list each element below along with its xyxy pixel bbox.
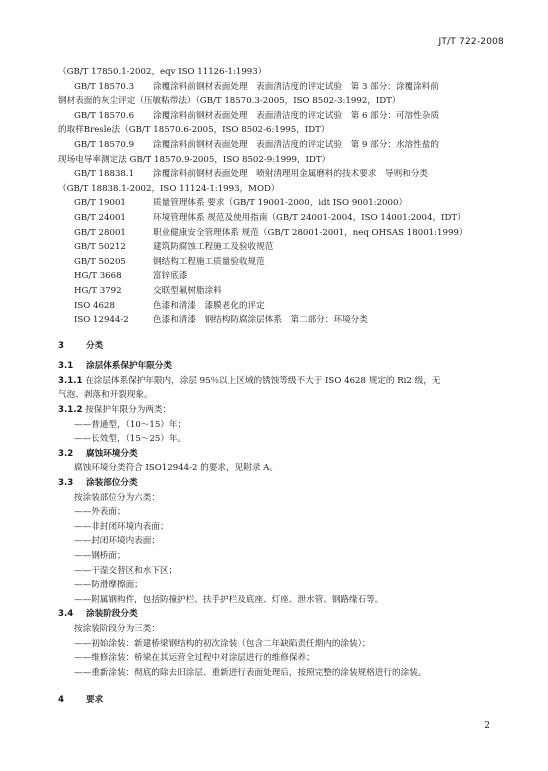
list-item: ——非封闭环境内表面；: [74, 521, 169, 532]
reference-code: GB/T 19001: [74, 198, 126, 209]
reference-title: 涂覆涂料前钢材表面处理 表面清洁度的评定试验 第 6 部分：可溶性杂质: [153, 110, 439, 121]
reference-title: 质量管理体系 要求（GB/T 19001-2000，idt ISO 9001:2000）: [153, 198, 408, 209]
reference-title: 涂覆涂料前钢材表面处理 表面清洁度的评定试验 第 9 部分：水溶性盐的: [153, 139, 439, 150]
reference-item: [58, 226, 498, 241]
subsection-number: 3.1: [58, 361, 74, 372]
reference-item: [58, 138, 498, 153]
normative-references-list: [58, 65, 498, 328]
reference-item: [58, 299, 498, 314]
reference-item: [58, 109, 498, 124]
paragraph: 腐蚀环境分类符合 ISO12944-2 的要求，见附录 A。: [74, 463, 278, 474]
section-3-heading: [58, 339, 498, 354]
subsection-number: 3.2: [58, 448, 74, 459]
reference-item: [58, 240, 498, 255]
subsection-3-4-heading: [58, 607, 498, 622]
subsection-title: 涂装部位分类: [86, 478, 138, 489]
reference-title: 钢结构工程施工质量验收规范: [153, 256, 265, 267]
reference-code: GB/T 18570.3: [74, 81, 135, 92]
list-item: ——防滑摩擦面；: [74, 580, 143, 591]
reference-item: [58, 80, 498, 95]
paragraph: 按涂装阶段分为三类：: [74, 623, 160, 634]
list-item: ——干湿交替区和水下区；: [74, 565, 178, 576]
reference-code: GB/T 18838.1: [74, 169, 135, 180]
reference-code: GB/T 18570.9: [74, 139, 135, 150]
clause-3-1-1: [58, 374, 498, 389]
clause-number: 3.1.1: [58, 375, 83, 386]
reference-title: 涂覆涂料前钢材表面处理 表面清洁度的评定试验 第 3 部分：涂覆涂料前: [153, 81, 439, 92]
section-number: 4: [58, 695, 64, 706]
subsection-title: 涂装阶段分类: [86, 609, 138, 620]
reference-continuation: （GB/T 17850.1-2002，eqv ISO 11126-1:1993）: [58, 67, 267, 77]
reference-title: 色漆和清漆 钢结构防腐涂层体系 第二部分：环境分类: [153, 315, 368, 326]
section-title: 分类: [86, 340, 104, 351]
paragraph: 按涂装部位分为六类：: [74, 492, 160, 503]
clause-text: 按保护年限分为两类：: [85, 405, 172, 416]
body-text: [58, 65, 498, 714]
reference-code: GB/T 28001: [74, 227, 126, 238]
reference-continuation: 现场电导率测定法 GB/T 18570.9-2005，ISO 8502-9:1999，IDT）: [58, 154, 331, 165]
reference-code: ISO 4628: [74, 300, 115, 311]
list-item: ——重新涂装：彻底的除去旧涂层、重新进行表面处理后，按照完整的涂装规格进行的涂装。: [74, 667, 427, 678]
reference-title: 环境管理体系 规范及使用指南（GB/T 24001-2004，ISO 14001:2004，IDT）: [153, 212, 466, 223]
clause-3-1-2: [58, 403, 498, 418]
reference-item: [58, 255, 498, 270]
reference-title: 职业健康安全管理体系 规范（GB/T 28001-2001，neq OHSAS 18001:1999）: [153, 227, 468, 238]
reference-item: [58, 284, 498, 299]
reference-continuation: 钢材表面的灰尘评定（压敏粘带法）（GB/T 18570.3-2005，ISO 8502-3:1992，IDT）: [58, 96, 401, 107]
subsection-title: 涂层体系保护年限分类: [86, 361, 172, 372]
reference-code: GB/T 18570.6: [74, 110, 135, 121]
clause-number: 3.1.2: [58, 405, 83, 416]
list-item: ——长效型，（15～25）年。: [74, 434, 187, 445]
clause-text: 在涂层体系保护年限内，涂层 95％以上区域的锈蚀等级不大于 ISO 4628 规定的 Ri2 级，无: [85, 375, 441, 386]
standard-code-header: JT/T 722-2008: [438, 37, 504, 47]
reference-item: [58, 313, 498, 328]
reference-item: [58, 269, 498, 284]
reference-code: ISO 12944-2: [74, 315, 129, 326]
page-number: 2: [484, 721, 490, 731]
reference-title: 建筑防腐蚀工程施工及验收规范: [153, 242, 274, 253]
subsection-title: 腐蚀环境分类: [86, 448, 138, 459]
reference-item: [58, 167, 498, 182]
subsection-number: 3.4: [58, 609, 74, 620]
reference-code: HG/T 3668: [74, 271, 122, 282]
reference-code: GB/T 50205: [74, 256, 126, 267]
reference-code: HG/T 3792: [74, 285, 122, 296]
reference-continuation: （GB/T 18838.1-2002，ISO 11124-1:1993，MOD）: [58, 183, 280, 194]
subsection-3-3-heading: [58, 476, 498, 491]
subsection-3-2-heading: [58, 447, 498, 462]
reference-code: GB/T 50212: [74, 242, 126, 253]
reference-item: [58, 211, 498, 226]
reference-title: 涂覆涂料前钢材表面处理 喷射清理用金属磨料的技术要求 导则和分类: [153, 169, 429, 180]
reference-title: 色漆和清漆 漆膜老化的评定: [153, 300, 265, 311]
list-item: ——附属钢构件，包括防撞护栏、扶手护栏及底座、灯座、泄水管、钢路缘石等。: [74, 594, 384, 605]
reference-title: 富锌底漆: [153, 271, 188, 282]
subsection-3-1-heading: [58, 359, 498, 374]
list-item: ——外表面；: [74, 507, 126, 518]
reference-item: [58, 196, 498, 211]
list-item: ——普通型，（10～15）年；: [74, 419, 187, 430]
clause-3-1-1-continued: 气泡、剥落和开裂现象。: [58, 390, 153, 401]
list-item: ——维修涂装：桥梁在其运营全过程中对涂层进行的维修保养；: [74, 653, 315, 664]
reference-code: GB/T 24001: [74, 212, 126, 223]
section-title: 要求: [86, 695, 104, 706]
reference-continuation: 的取样Bresle法（GB/T 18570.6-2005，ISO 8502-6:1995，IDT）: [58, 125, 330, 136]
section-4-heading: [58, 693, 498, 708]
list-item: ——钢桥面；: [74, 551, 126, 561]
section-number: 3: [58, 340, 64, 351]
subsection-number: 3.3: [58, 478, 74, 489]
reference-title: 交联型氟树脂涂料: [153, 285, 222, 296]
list-item: ——初始涂装：新建桥梁钢结构的初次涂装（包含二年缺陷责任期内的涂装）；: [74, 638, 371, 649]
list-item: ——封闭环境内表面；: [74, 536, 160, 547]
